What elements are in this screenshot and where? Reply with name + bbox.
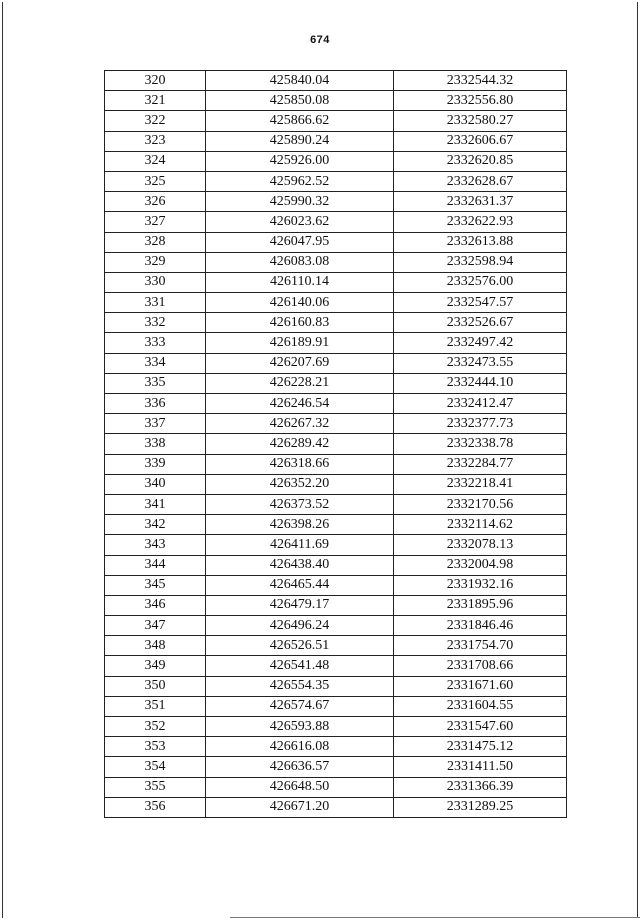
northing-cell: 2331708.66 [394, 656, 567, 676]
table-row [105, 515, 567, 535]
northing-cell: 2332613.88 [394, 232, 567, 252]
easting-cell: 426479.17 [206, 595, 394, 615]
easting-cell: 426352.20 [206, 474, 394, 494]
northing-cell: 2331604.55 [394, 696, 567, 716]
table-row [105, 333, 567, 353]
easting-cell: 425866.62 [206, 111, 394, 131]
northing-cell: 2332338.78 [394, 434, 567, 454]
easting-cell: 425850.08 [206, 91, 394, 111]
point-number-cell: 324 [105, 151, 206, 171]
point-number-cell: 341 [105, 494, 206, 514]
northing-cell: 2332544.32 [394, 71, 567, 91]
northing-cell: 2331547.60 [394, 717, 567, 737]
easting-cell: 426047.95 [206, 232, 394, 252]
easting-cell: 426438.40 [206, 555, 394, 575]
point-number-cell: 354 [105, 757, 206, 777]
table-row [105, 474, 567, 494]
northing-cell: 2332622.93 [394, 212, 567, 232]
northing-cell: 2332580.27 [394, 111, 567, 131]
point-number-cell: 353 [105, 737, 206, 757]
northing-cell: 2332444.10 [394, 373, 567, 393]
northing-cell: 2331289.25 [394, 797, 567, 817]
point-number-cell: 339 [105, 454, 206, 474]
easting-cell: 426574.67 [206, 696, 394, 716]
northing-cell: 2332170.56 [394, 494, 567, 514]
easting-cell: 425890.24 [206, 131, 394, 151]
table-row [105, 595, 567, 615]
table-row [105, 151, 567, 171]
table-row [105, 313, 567, 333]
easting-cell: 426083.08 [206, 252, 394, 272]
page-number: 674 [310, 34, 330, 46]
point-number-cell: 320 [105, 71, 206, 91]
table-row [105, 272, 567, 292]
northing-cell: 2332497.42 [394, 333, 567, 353]
easting-cell: 426318.66 [206, 454, 394, 474]
point-number-cell: 351 [105, 696, 206, 716]
northing-cell: 2331754.70 [394, 636, 567, 656]
point-number-cell: 336 [105, 394, 206, 414]
easting-cell: 425926.00 [206, 151, 394, 171]
easting-cell: 426267.32 [206, 414, 394, 434]
table-row [105, 454, 567, 474]
point-number-cell: 343 [105, 535, 206, 555]
northing-cell: 2331366.39 [394, 777, 567, 797]
easting-cell: 426373.52 [206, 494, 394, 514]
point-number-cell: 350 [105, 676, 206, 696]
easting-cell: 426554.35 [206, 676, 394, 696]
easting-cell: 426526.51 [206, 636, 394, 656]
table-row [105, 575, 567, 595]
point-number-cell: 352 [105, 717, 206, 737]
point-number-cell: 347 [105, 616, 206, 636]
table-row [105, 797, 567, 817]
northing-cell: 2332473.55 [394, 353, 567, 373]
northing-cell: 2332412.47 [394, 394, 567, 414]
point-number-cell: 328 [105, 232, 206, 252]
northing-cell: 2332377.73 [394, 414, 567, 434]
table-row [105, 212, 567, 232]
easting-cell: 426465.44 [206, 575, 394, 595]
point-number-cell: 333 [105, 333, 206, 353]
point-number-cell: 340 [105, 474, 206, 494]
table-row [105, 171, 567, 191]
point-number-cell: 345 [105, 575, 206, 595]
table-row [105, 777, 567, 797]
northing-cell: 2332218.41 [394, 474, 567, 494]
easting-cell: 426110.14 [206, 272, 394, 292]
table-row [105, 535, 567, 555]
table-row [105, 252, 567, 272]
point-number-cell: 346 [105, 595, 206, 615]
table-row [105, 676, 567, 696]
point-number-cell: 321 [105, 91, 206, 111]
northing-cell: 2332556.80 [394, 91, 567, 111]
table-row [105, 434, 567, 454]
easting-cell: 426671.20 [206, 797, 394, 817]
easting-cell: 426496.24 [206, 616, 394, 636]
northing-cell: 2331671.60 [394, 676, 567, 696]
point-number-cell: 356 [105, 797, 206, 817]
northing-cell: 2332620.85 [394, 151, 567, 171]
table-row [105, 353, 567, 373]
point-number-cell: 323 [105, 131, 206, 151]
northing-cell: 2332078.13 [394, 535, 567, 555]
northing-cell: 2332598.94 [394, 252, 567, 272]
northing-cell: 2331475.12 [394, 737, 567, 757]
table-row [105, 71, 567, 91]
table-row [105, 293, 567, 313]
northing-cell: 2332526.67 [394, 313, 567, 333]
table-row [105, 131, 567, 151]
easting-cell: 426648.50 [206, 777, 394, 797]
point-number-cell: 349 [105, 656, 206, 676]
table-row [105, 757, 567, 777]
easting-cell: 426411.69 [206, 535, 394, 555]
northing-cell: 2332576.00 [394, 272, 567, 292]
table-row [105, 111, 567, 131]
point-number-cell: 322 [105, 111, 206, 131]
easting-cell: 426541.48 [206, 656, 394, 676]
table-row [105, 91, 567, 111]
table-row [105, 555, 567, 575]
easting-cell: 426636.57 [206, 757, 394, 777]
point-number-cell: 342 [105, 515, 206, 535]
point-number-cell: 344 [105, 555, 206, 575]
point-number-cell: 326 [105, 192, 206, 212]
northing-cell: 2332284.77 [394, 454, 567, 474]
point-number-cell: 355 [105, 777, 206, 797]
easting-cell: 426398.26 [206, 515, 394, 535]
table-row [105, 373, 567, 393]
point-number-cell: 334 [105, 353, 206, 373]
point-number-cell: 327 [105, 212, 206, 232]
table-row [105, 636, 567, 656]
easting-cell: 426593.88 [206, 717, 394, 737]
northing-cell: 2331895.96 [394, 595, 567, 615]
point-number-cell: 348 [105, 636, 206, 656]
easting-cell: 425990.32 [206, 192, 394, 212]
coordinate-table [104, 70, 567, 818]
table-row [105, 394, 567, 414]
northing-cell: 2331411.50 [394, 757, 567, 777]
point-number-cell: 337 [105, 414, 206, 434]
point-number-cell: 329 [105, 252, 206, 272]
bottom-rule [230, 917, 640, 918]
point-number-cell: 332 [105, 313, 206, 333]
table-row [105, 192, 567, 212]
point-number-cell: 330 [105, 272, 206, 292]
easting-cell: 426023.62 [206, 212, 394, 232]
point-number-cell: 325 [105, 171, 206, 191]
northing-cell: 2331846.46 [394, 616, 567, 636]
table-row [105, 616, 567, 636]
easting-cell: 426228.21 [206, 373, 394, 393]
northing-cell: 2332114.62 [394, 515, 567, 535]
easting-cell: 426289.42 [206, 434, 394, 454]
table-row [105, 494, 567, 514]
northing-cell: 2332547.57 [394, 293, 567, 313]
point-number-cell: 338 [105, 434, 206, 454]
coordinate-table-body [105, 71, 567, 818]
easting-cell: 426207.69 [206, 353, 394, 373]
northing-cell: 2332631.37 [394, 192, 567, 212]
northing-cell: 2332628.67 [394, 171, 567, 191]
point-number-cell: 335 [105, 373, 206, 393]
northing-cell: 2332606.67 [394, 131, 567, 151]
table-row [105, 656, 567, 676]
easting-cell: 426140.06 [206, 293, 394, 313]
table-row [105, 696, 567, 716]
table-row [105, 232, 567, 252]
table-row [105, 414, 567, 434]
easting-cell: 425962.52 [206, 171, 394, 191]
easting-cell: 426616.08 [206, 737, 394, 757]
easting-cell: 426189.91 [206, 333, 394, 353]
table-row [105, 737, 567, 757]
point-number-cell: 331 [105, 293, 206, 313]
easting-cell: 425840.04 [206, 71, 394, 91]
northing-cell: 2331932.16 [394, 575, 567, 595]
northing-cell: 2332004.98 [394, 555, 567, 575]
easting-cell: 426160.83 [206, 313, 394, 333]
table-row [105, 717, 567, 737]
easting-cell: 426246.54 [206, 394, 394, 414]
